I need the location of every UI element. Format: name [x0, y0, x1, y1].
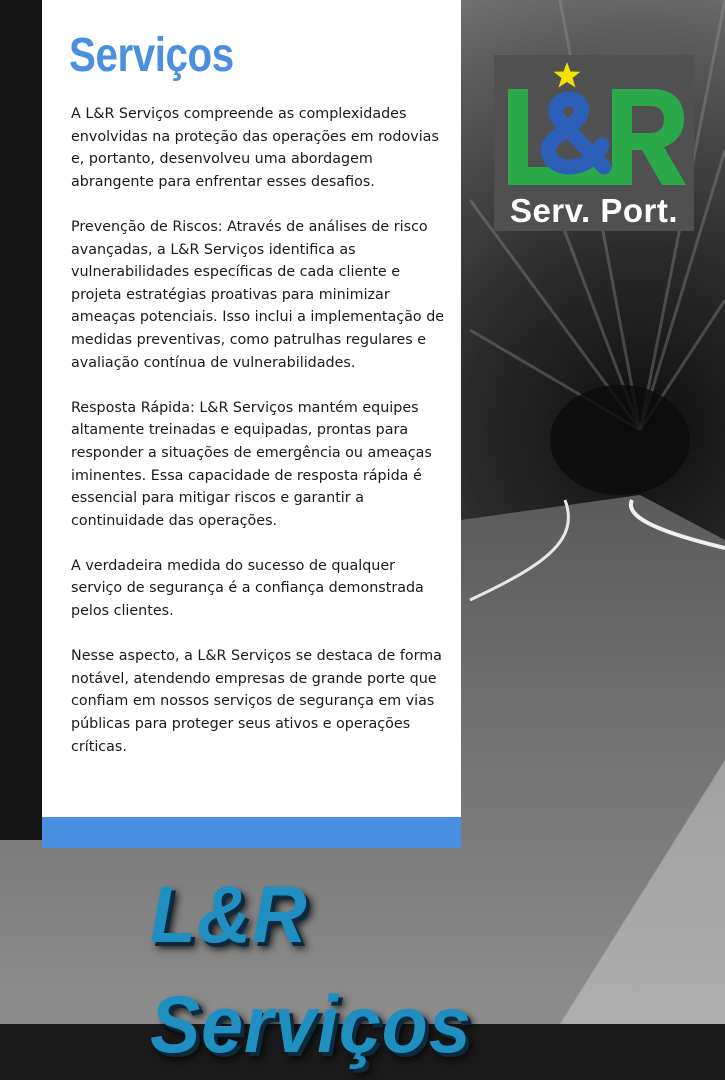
- body-text: [71, 103, 446, 781]
- paragraph-intro: A L&R Serviços compreende as complexidades envolvidas na proteção das operações em rodovias e, portanto, desenvolveu uma abordagem abrangente para enfrentar esses desafios.: [71, 106, 439, 190]
- company-logo: [494, 55, 694, 231]
- paragraph-clients: Nesse aspecto, a L&R Serviços se destaca de forma notável, atendendo empresas de grande porte que confiam em nossos serviços de segurança em vias públicas para proteger seus ativos e operações críticas.: [71, 648, 442, 755]
- star-icon: [554, 62, 581, 88]
- paragraph-trust: A verdadeira medida do sucesso de qualquer serviço de segurança é a confiança demonstrada pelos clientes.: [71, 557, 424, 620]
- logo-caption: Serv. Port.: [509, 192, 679, 229]
- logo-ampersand: [548, 99, 604, 167]
- logo-mark: [494, 55, 694, 191]
- page-title: Serviços: [69, 29, 234, 82]
- paragraph-rapid-response: Resposta Rápida: L&R Serviços mantém equipes altamente treinadas e equipadas, prontas para responder a situações de emergência ou ameaças iminentes. Essa capacidade de resposta rápida é essencial para mitigar riscos e garantir a continuidade das operações.: [71, 399, 432, 529]
- footer-brand-title: L&R Serviços: [150, 870, 472, 1070]
- content-panel: [42, 0, 461, 848]
- paragraph-risk-prevention: Prevenção de Riscos: Através de análises de risco avançadas, a L&R Serviços identifica as vulnerabilidades específicas de cada cliente e projeta estratégias proativas para minimizar ameaças potenciais. Isso inclui a implementação de medidas preventivas, como patrulhas regulares e avaliação contínua de vulnerabilidades.: [71, 218, 445, 371]
- logo-letter-r: [612, 89, 686, 185]
- accent-band: [42, 817, 461, 848]
